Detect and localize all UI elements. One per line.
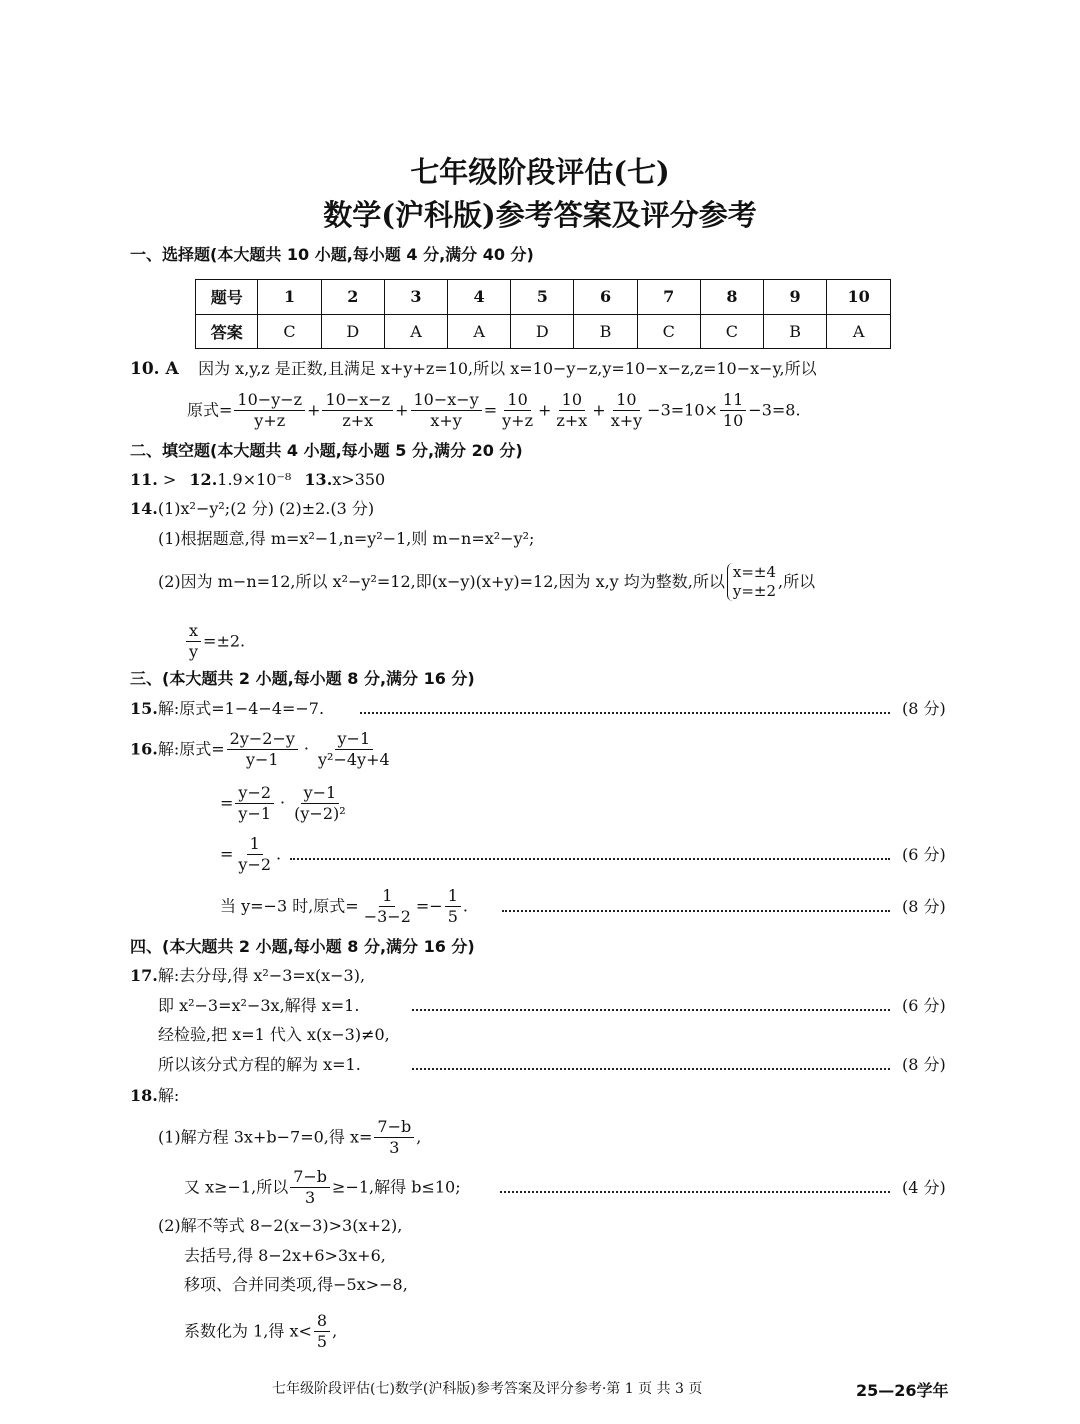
denominator: 3 [305,1188,316,1208]
system-eq-2: y=±2 [732,581,777,600]
op: = [220,844,234,864]
table-cell: C [258,314,321,349]
op: −3=8. [748,400,801,420]
op: + [538,400,552,420]
denominator: y−1 [245,750,279,770]
q12-num: 12. [189,470,218,489]
table-cell: D [321,314,384,349]
denominator: 5 [316,1332,328,1352]
section-heading-3: 三、(本大题共 2 小题,每小题 8 分,满分 16 分) [130,669,475,688]
table-cell: 4 [448,280,511,315]
op: = [483,400,498,420]
q18-line4: 去括号,得 8−2x+6>3x+6, [184,1246,386,1265]
q14-line1: (1)根据题意,得 m=x²−1,n=y²−1,则 m−n=x²−y²; [158,529,535,548]
q12-answer: 1.9×10⁻⁸ [217,470,297,489]
table-row-numbers [196,280,891,315]
q18-line2 [184,1168,461,1208]
table-cell: 5 [511,280,574,315]
q10-prefix: 原式= [187,400,233,420]
q16-num: 16. [130,739,158,759]
table-cell: 6 [574,280,637,315]
answer-table [195,279,891,349]
denominator: y [189,642,199,662]
fraction [315,730,393,770]
op: + [395,400,409,420]
dot-leader [412,1068,890,1070]
q18-l6-text: 系数化为 1,得 x< [184,1321,312,1341]
table-cell: 8 [700,280,763,315]
q14-summary [130,501,374,517]
q17-line4: 所以该分式方程的解为 x=1. [158,1055,361,1074]
table-cell: C [637,314,700,349]
table-cell: A [384,314,447,349]
dot-leader [502,910,890,912]
fraction [720,391,746,431]
op: =− [415,896,443,916]
q18-line6 [184,1312,337,1352]
q16-line2 [220,784,351,824]
q17-line1 [130,968,365,984]
score-mark: (6 分) [902,996,946,1015]
q17-num: 17. [130,966,158,985]
fraction [227,730,298,770]
numerator: 1 [445,887,461,907]
numerator: x [186,622,201,642]
numerator: 1 [247,835,263,855]
q16-line3 [220,835,281,875]
dot-leader [412,1009,890,1011]
q18-line5: 移项、合并同类项,得−5x>−8, [184,1275,408,1294]
denominator: y−1 [238,804,272,824]
denominator: x+y [610,411,643,431]
score-mark: (6 分) [902,845,946,864]
q18-line3: (2)解不等式 8−2(x−3)>3(x+2), [158,1216,403,1235]
denominator: 3 [389,1138,400,1158]
q16-line1 [130,730,395,770]
op: , [416,1127,422,1147]
numerator: 1 [379,887,395,907]
q14-result: =±2. [203,631,246,651]
denominator: −3−2 [363,907,411,927]
table-cell: A [827,314,891,349]
table-cell: 7 [637,280,700,315]
page-title: 七年级阶段评估(七) [410,155,670,189]
table-cell: 3 [384,280,447,315]
q18-num: 18. [130,1086,158,1105]
q16-line4 [220,887,468,927]
score-mark: (8 分) [902,1055,946,1074]
fraction [290,1168,330,1208]
numerator: 10 [559,391,585,411]
q18-line1 [158,1118,421,1158]
q11-answer: > [157,470,182,489]
numerator: y−1 [301,784,340,804]
denominator: z+x [342,411,374,431]
fraction [361,887,414,927]
numerator: y−1 [335,730,374,750]
fraction [234,391,305,431]
op: · [280,793,286,813]
page-footer: 七年级阶段评估(七)数学(沪科版)参考答案及评分参考·第 1 页 共 3 页 [272,1381,703,1397]
q14-line2 [158,563,815,601]
fraction [314,1312,330,1352]
q15-num: 15. [130,699,158,718]
table-cell: 9 [764,280,827,315]
section-heading-choice: 一、选择题(本大题共 10 小题,每小题 4 分,满分 40 分) [130,245,534,264]
q14-line2-end: ,所以 [778,571,816,591]
q14-line3 [184,622,245,662]
q10-text: 因为 x,y,z 是正数,且满足 x+y+z=10,所以 x=10−y−z,y=10−x−z,z=10−x−y,所以 [198,359,817,378]
q17-line2: 即 x²−3=x²−3x,解得 x=1. [158,996,360,1015]
denominator: (y−2)² [294,804,346,824]
op: · [303,739,309,759]
page-subtitle: 数学(沪科版)参考答案及评分参考 [323,198,757,232]
numerator: 10−x−y [411,391,482,411]
numerator: y−2 [235,784,274,804]
q10-line1 [130,361,817,378]
table-header-answer: 答案 [196,314,258,349]
denominator: 5 [447,907,458,927]
op: . [462,896,468,916]
q17-text: 解:去分母,得 x²−3=x(x−3), [157,966,366,985]
numerator: 10 [613,391,639,411]
section-heading-4: 四、(本大题共 2 小题,每小题 8 分,满分 16 分) [130,937,475,956]
q18-l2a: 又 x≥−1,所以 [184,1177,289,1197]
table-cell: A [448,314,511,349]
q11-13-line [130,472,385,488]
q10-formula [187,391,801,431]
q14-system [727,563,776,601]
dot-leader [360,712,890,714]
q15-text: 解:原式=1−4−4=−7. [157,699,325,718]
table-cell: B [574,314,637,349]
score-mark: (8 分) [902,897,946,916]
q18-head [130,1088,179,1104]
system-eq-1: x=±4 [732,563,777,581]
q14-summary-text: (1)x²−y²;(2 分) (2)±2.(3 分) [157,499,375,518]
table-cell: 10 [827,280,891,315]
fraction [499,391,536,431]
q18-head-text: 解: [157,1086,180,1105]
fraction [411,391,482,431]
q17-line3: 经检验,把 x=1 代入 x(x−3)≠0, [158,1025,390,1044]
fraction [235,784,274,824]
numerator: 11 [720,391,746,411]
q10-label: 10. A [130,359,179,379]
fraction [608,391,645,431]
fraction [291,784,349,824]
footer-year: 25—26学年 [856,1381,949,1400]
fraction [374,1118,414,1158]
numerator: 10−y−z [234,391,305,411]
dot-leader [290,858,890,860]
numerator: 8 [314,1312,330,1332]
fraction [553,391,590,431]
denominator: y+z [254,411,286,431]
table-cell: 2 [321,280,384,315]
q14-num: 14. [130,499,158,518]
dot-leader [500,1191,890,1193]
table-cell: C [700,314,763,349]
op: −3=10× [647,400,718,420]
fraction [445,887,461,927]
numerator: 2y−2−y [227,730,298,750]
q13-answer: x>350 [332,470,386,489]
numerator: 10−x−z [322,391,393,411]
denominator: 10 [722,411,744,431]
op: , [332,1321,338,1341]
fraction [235,835,274,875]
denominator: x+y [430,411,462,431]
op: + [307,400,321,420]
q18-l2b: ≥−1,解得 b≤10; [332,1177,461,1197]
fraction [322,391,393,431]
q18-l1-text: (1)解方程 3x+b−7=0,得 x= [158,1127,373,1147]
denominator: y²−4y+4 [318,750,390,770]
numerator: 7−b [374,1118,414,1138]
q16-prefix: 解:原式= [157,739,225,759]
table-row-answers [196,314,891,349]
table-cell: 1 [258,280,321,315]
op: + [592,400,606,420]
op: = [220,793,234,813]
q14-line2-text: (2)因为 m−n=12,所以 x²−y²=12,即(x−y)(x+y)=12,因为 x,y 均为整数,所以 [158,571,725,591]
score-mark: (4 分) [902,1178,946,1197]
q16-when: 当 y=−3 时,原式= [220,896,359,916]
q11-num: 11. [130,470,158,489]
table-cell: B [764,314,827,349]
section-heading-fill: 二、填空题(本大题共 4 小题,每小题 5 分,满分 20 分) [130,441,523,460]
q15-line [130,701,324,717]
op: . [276,844,282,864]
denominator: y+z [502,411,534,431]
numerator: 7−b [290,1168,330,1188]
numerator: 10 [504,391,530,411]
denominator: y−2 [238,855,272,875]
table-header-num: 题号 [196,280,258,315]
denominator: z+x [556,411,588,431]
table-cell: D [511,314,574,349]
q13-num: 13. [304,470,333,489]
score-mark: (8 分) [902,699,946,718]
fraction [186,622,201,662]
